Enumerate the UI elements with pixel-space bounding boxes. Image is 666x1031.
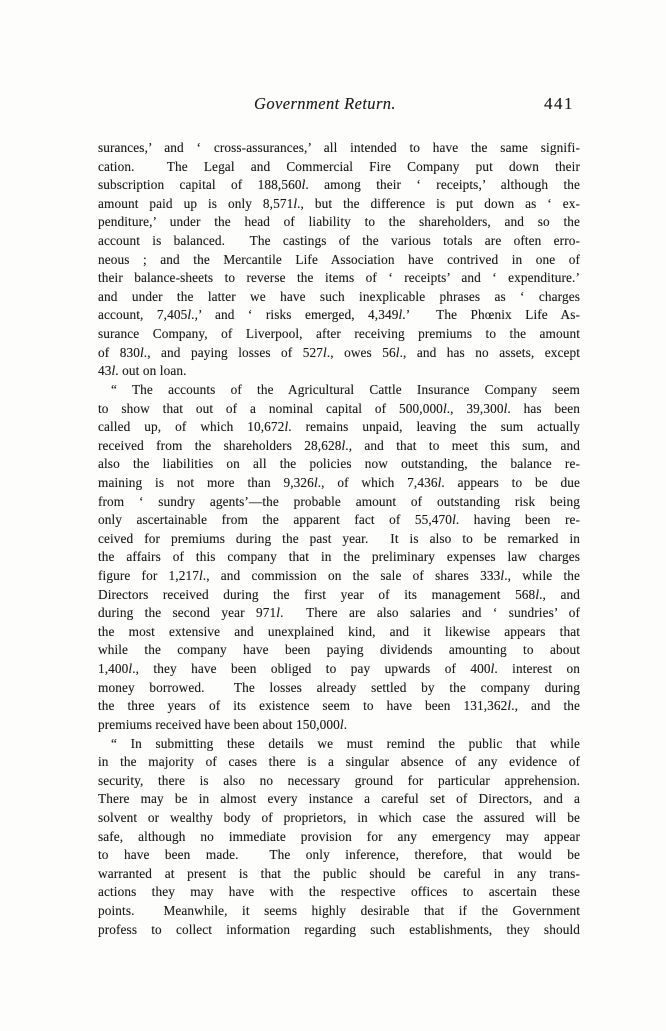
text-line: There may be in almost every instance a careful set of Directors, and a — [98, 791, 580, 807]
text-line: to have been made. The only inference, therefore, that would be — [98, 847, 580, 863]
text-line: from ‘ sundry agents’—the probable amount of outstanding risk being — [98, 493, 580, 509]
text-line: subscription capital of 188,560l. among their ‘ receipts,’ although the — [98, 177, 580, 193]
text-line: 43l. out on loan. — [98, 363, 187, 379]
text-line: profess to collect information regarding such establishments, they should — [98, 921, 580, 937]
text-line: only ascertainable from the apparent fact of 55,470l. having been re- — [98, 512, 580, 528]
text-line: received from the shareholders 28,628l., and that to meet this sum, and — [98, 437, 580, 453]
text-line: safe, although no immediate provision for any emergency may appear — [98, 828, 580, 844]
text-line: the three years of its existence seem to have been 131,362l., and the — [98, 698, 580, 714]
text-line: also the liabilities on all the policies now outstanding, the balance re- — [98, 456, 580, 472]
text-line: while the company have been paying dividends amounting to about — [98, 642, 580, 658]
text-line: ceived for premiums during the past year. It is also to be remarked in — [98, 530, 580, 546]
text-line: the most extensive and unexplained kind, and it likewise appears that — [98, 623, 580, 639]
paragraph — [98, 381, 580, 735]
text-line: “ The accounts of the Agricultural Cattle Insurance Company seem — [111, 381, 580, 397]
text-line: surance Company, of Liverpool, after receiving premiums to the amount — [98, 326, 580, 342]
text-line: solvent or wealthy body of proprietors, in which case the assured will be — [98, 809, 580, 825]
text-line: neous ; and the Mercantile Life Association have contrived in one of — [98, 251, 580, 267]
text-line: security, there is also no necessary ground for particular apprehension. — [98, 772, 580, 788]
text-line: 1,400l., they have been obliged to pay upwards of 400l. interest on — [98, 661, 580, 677]
text-line: and under the latter we have such inexplicable phrases as ‘ charges — [98, 288, 580, 304]
running-title: Government Return. — [254, 94, 396, 113]
text-line: their balance-sheets to reverse the items of ‘ receipts’ and ‘ expenditure.’ — [98, 270, 580, 286]
text-line: during the second year 971l. There are also salaries and ‘ sundries’ of — [98, 605, 580, 621]
text-line: money borrowed. The losses already settled by the company during — [98, 679, 580, 695]
paragraph — [98, 139, 580, 381]
text-line: called up, of which 10,672l. remains unpaid, leaving the sum actually — [98, 419, 580, 435]
text-line: the affairs of this company that in the preliminary expenses law charges — [98, 549, 580, 565]
text-line: of 830l., and paying losses of 527l., owes 56l., and has no assets, except — [98, 344, 580, 360]
running-header — [98, 94, 580, 116]
text-line: premiums received have been about 150,000l. — [98, 716, 348, 732]
text-line: in the majority of cases there is a singular absence of any evidence of — [98, 754, 580, 770]
text-line: account is balanced. The castings of the various totals are often erro- — [98, 233, 580, 249]
text-line: cation. The Legal and Commercial Fire Company put down their — [98, 158, 580, 174]
text-line: warranted at present is that the public should be careful in any trans- — [98, 865, 580, 881]
text-line: surances,’ and ‘ cross-assurances,’ all intended to have the same signifi- — [98, 140, 580, 155]
text-line: account, 7,405l.,’ and ‘ risks emerged, 4,349l.’ The Phœnix Life As- — [98, 307, 580, 323]
text-line: points. Meanwhile, it seems highly desirable that if the Government — [98, 902, 580, 918]
text-line: to show that out of a nominal capital of 500,000l., 39,300l. has been — [98, 400, 580, 416]
text-line: amount paid up is only 8,571l., but the difference is put down as ‘ ex- — [98, 195, 580, 211]
paragraph — [98, 735, 580, 940]
text-line: actions they may have with the respective offices to ascertain these — [98, 884, 580, 900]
page-body — [98, 139, 580, 939]
text-line: maining is not more than 9,326l., of which 7,436l. appears to be due — [98, 474, 580, 490]
page-number: 441 — [544, 94, 574, 113]
text-line: penditure,’ under the head of liability to the shareholders, and so the — [98, 214, 580, 230]
text-line: Directors received during the first year of its management 568l., and — [98, 586, 580, 602]
text-line: “ In submitting these details we must remind the public that while — [111, 735, 580, 751]
text-line: figure for 1,217l., and commission on the sale of shares 333l., while the — [98, 568, 580, 584]
